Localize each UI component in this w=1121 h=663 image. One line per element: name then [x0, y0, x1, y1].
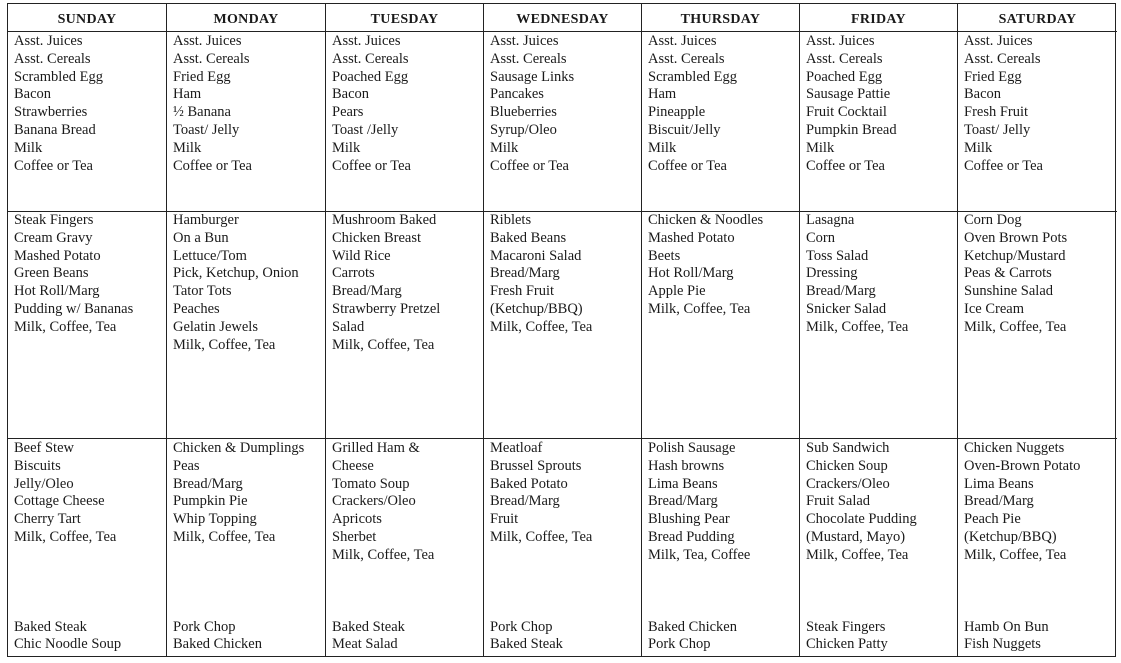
breakfast-item: Fried Egg — [173, 68, 231, 85]
breakfast-item: Milk — [14, 139, 43, 156]
breakfast-item: Pumpkin Bread — [806, 121, 897, 138]
breakfast-item: Syrup/Oleo — [490, 121, 557, 138]
breakfast-item: Milk — [490, 139, 519, 156]
dinner-item: Sub Sandwich — [806, 440, 890, 456]
dinner-item: Bread/Marg — [964, 493, 1034, 510]
breakfast-item: Sausage Links — [490, 68, 575, 85]
day-column-tuesday — [325, 4, 483, 656]
lunch-item: Peaches — [173, 300, 220, 317]
breakfast-item: Milk — [964, 139, 993, 156]
breakfast-item: Ham — [648, 86, 677, 103]
breakfast-cell — [326, 32, 483, 212]
lunch-item: Milk, Coffee, Tea — [332, 336, 435, 353]
lunch-item: Gelatin Jewels — [173, 318, 258, 335]
lunch-cell — [326, 212, 483, 439]
lunch-item: Hot Roll/Marg — [14, 283, 100, 300]
breakfast-item: Bacon — [964, 86, 1002, 103]
breakfast-item: Asst. Juices — [964, 33, 1033, 49]
alternate-item: Pork Chop — [490, 619, 553, 635]
dinner-cell — [8, 439, 166, 658]
day-header: SATURDAY — [958, 4, 1117, 32]
dinner-item: Bread/Marg — [648, 493, 718, 510]
dinner-item: Biscuits — [14, 457, 61, 474]
lunch-item: Milk, Coffee, Tea — [964, 318, 1067, 335]
breakfast-cell — [167, 32, 325, 212]
lunch-item: Hamburger — [173, 212, 239, 228]
lunch-item: On a Bun — [173, 229, 229, 246]
breakfast-item: Milk — [173, 139, 202, 156]
alternate-item: Chicken Patty — [806, 635, 888, 652]
lunch-cell — [484, 212, 641, 439]
dinner-item: Polish Sausage — [648, 440, 736, 456]
lunch-item: Toss Salad — [806, 247, 869, 264]
alternate-item: Chic Noodle Soup — [14, 635, 122, 652]
dinner-item: Chocolate Pudding — [806, 511, 917, 528]
breakfast-item: Asst. Cereals — [648, 50, 725, 67]
day-header: TUESDAY — [326, 4, 483, 32]
lunch-item: Green Beans — [14, 265, 89, 282]
day-column-monday — [166, 4, 325, 656]
breakfast-item: Asst. Juices — [490, 33, 559, 49]
lunch-item: Chicken Breast — [332, 229, 421, 246]
dinner-cell — [800, 439, 957, 658]
breakfast-item: Asst. Juices — [14, 33, 83, 49]
lunch-item: Riblets — [490, 212, 532, 228]
lunch-item: Macaroni Salad — [490, 247, 582, 264]
dinner-item: Chicken Soup — [806, 457, 888, 474]
dinner-item: Chicken Nuggets — [964, 440, 1065, 456]
lunch-cell — [642, 212, 799, 439]
lunch-item: Lettuce/Tom — [173, 247, 247, 264]
breakfast-item: Scrambled Egg — [14, 68, 103, 85]
alternate-item: Pork Chop — [648, 635, 711, 652]
breakfast-item: Asst. Cereals — [964, 50, 1041, 67]
lunch-item: Milk, Coffee, Tea — [14, 318, 117, 335]
breakfast-item: Pears — [332, 104, 364, 121]
dinner-item: Milk, Coffee, Tea — [806, 546, 909, 563]
dinner-item: Milk, Tea, Coffee — [648, 546, 751, 563]
lunch-item: Beets — [648, 247, 681, 264]
alternate-item: Baked Chicken — [648, 619, 737, 635]
day-column-wednesday — [483, 4, 641, 656]
lunch-item: Corn — [806, 229, 835, 246]
lunch-item: Chicken & Noodles — [648, 212, 764, 228]
breakfast-item: Strawberries — [14, 104, 88, 121]
alternate-entrees — [173, 619, 262, 652]
lunch-item: Apple Pie — [648, 283, 706, 300]
lunch-item: Carrots — [332, 265, 375, 282]
lunch-item: Steak Fingers — [14, 212, 94, 228]
lunch-item: Sunshine Salad — [964, 283, 1054, 300]
lunch-item: Ice Cream — [964, 300, 1024, 317]
lunch-item: Mushroom Baked — [332, 212, 437, 228]
dinner-item: Milk, Coffee, Tea — [14, 528, 117, 545]
dinner-item: Cheese — [332, 457, 374, 474]
breakfast-cell — [958, 32, 1117, 212]
lunch-item: Strawberry Pretzel — [332, 300, 441, 317]
breakfast-item: Fruit Cocktail — [806, 104, 887, 121]
breakfast-item: Milk — [648, 139, 677, 156]
breakfast-item: Coffee or Tea — [648, 157, 727, 174]
breakfast-item: Banana Bread — [14, 121, 96, 138]
dinner-item: Fruit — [490, 511, 519, 528]
dinner-item: Apricots — [332, 511, 382, 528]
alternate-item: Pork Chop — [173, 619, 236, 635]
lunch-cell — [8, 212, 166, 439]
dinner-item: Lima Beans — [964, 475, 1034, 492]
lunch-item: Milk, Coffee, Tea — [490, 318, 593, 335]
breakfast-item: Asst. Cereals — [14, 50, 91, 67]
dinner-item: Oven-Brown Potato — [964, 457, 1081, 474]
dinner-cell — [958, 439, 1117, 658]
day-column-thursday — [641, 4, 799, 656]
lunch-item: Bread/Marg — [332, 283, 402, 300]
alternate-item: Hamb On Bun — [964, 619, 1049, 635]
lunch-item: Snicker Salad — [806, 300, 887, 317]
dinner-item: Milk, Coffee, Tea — [490, 528, 593, 545]
breakfast-item: Milk — [806, 139, 835, 156]
dinner-item: Jelly/Oleo — [14, 475, 74, 492]
lunch-cell — [958, 212, 1117, 439]
dinner-item: Bread/Marg — [490, 493, 560, 510]
lunch-item: (Ketchup/BBQ) — [490, 300, 583, 317]
day-header: SUNDAY — [8, 4, 166, 32]
lunch-item: Ketchup/Mustard — [964, 247, 1066, 264]
breakfast-item: Coffee or Tea — [806, 157, 885, 174]
dinner-item: Crackers/Oleo — [332, 493, 416, 510]
lunch-item: Tator Tots — [173, 283, 232, 300]
day-header: THURSDAY — [642, 4, 799, 32]
dinner-item: Milk, Coffee, Tea — [173, 528, 276, 545]
lunch-cell — [800, 212, 957, 439]
breakfast-item: Ham — [173, 86, 202, 103]
breakfast-item: Bacon — [14, 86, 52, 103]
alternate-entrees — [806, 619, 888, 652]
dinner-item: Beef Stew — [14, 440, 74, 456]
lunch-item: Peas & Carrots — [964, 265, 1052, 282]
dinner-cell — [326, 439, 483, 658]
lunch-item: Cream Gravy — [14, 229, 93, 246]
breakfast-item: Poached Egg — [806, 68, 883, 85]
breakfast-item: Coffee or Tea — [173, 157, 252, 174]
breakfast-item: Coffee or Tea — [14, 157, 93, 174]
breakfast-cell — [800, 32, 957, 212]
lunch-item: Bread/Marg — [806, 283, 876, 300]
lunch-item: Mashed Potato — [648, 229, 735, 246]
breakfast-item: Coffee or Tea — [332, 157, 411, 174]
alternate-item: Baked Chicken — [173, 635, 262, 652]
lunch-item: Salad — [332, 318, 365, 335]
breakfast-item: Coffee or Tea — [490, 157, 569, 174]
alternate-item: Steak Fingers — [806, 619, 886, 635]
day-column-saturday — [957, 4, 1117, 656]
alternate-entrees — [14, 619, 121, 652]
breakfast-item: Asst. Juices — [173, 33, 242, 49]
breakfast-cell — [8, 32, 166, 212]
breakfast-item: Coffee or Tea — [964, 157, 1043, 174]
breakfast-item: Fresh Fruit — [964, 104, 1029, 121]
dinner-item: Milk, Coffee, Tea — [964, 546, 1067, 563]
breakfast-item: ½ Banana — [173, 104, 231, 121]
dinner-item: Meatloaf — [490, 440, 543, 456]
dinner-cell — [484, 439, 641, 658]
dinner-item: Hash browns — [648, 457, 725, 474]
dinner-item: Sherbet — [332, 528, 377, 545]
dinner-item: Blushing Pear — [648, 511, 730, 528]
breakfast-item: Asst. Cereals — [490, 50, 567, 67]
dinner-item: Pumpkin Pie — [173, 493, 248, 510]
lunch-item: Mashed Potato — [14, 247, 101, 264]
lunch-item: Milk, Coffee, Tea — [648, 300, 751, 317]
lunch-item: Fresh Fruit — [490, 283, 555, 300]
dinner-item: Baked Potato — [490, 475, 568, 492]
breakfast-item: Asst. Cereals — [332, 50, 409, 67]
lunch-item: Milk, Coffee, Tea — [173, 336, 276, 353]
breakfast-item: Blueberries — [490, 104, 557, 121]
dinner-item: Cherry Tart — [14, 511, 81, 528]
breakfast-cell — [484, 32, 641, 212]
dinner-item: Whip Topping — [173, 511, 257, 528]
lunch-item: Milk, Coffee, Tea — [806, 318, 909, 335]
dinner-item: Lima Beans — [648, 475, 718, 492]
lunch-item: Hot Roll/Marg — [648, 265, 734, 282]
breakfast-item: Pancakes — [490, 86, 544, 103]
breakfast-item: Pineapple — [648, 104, 706, 121]
dinner-item: (Ketchup/BBQ) — [964, 528, 1057, 545]
dinner-item: Peach Pie — [964, 511, 1021, 528]
breakfast-item: Sausage Pattie — [806, 86, 891, 103]
alternate-entrees — [648, 619, 737, 652]
dinner-item: Fruit Salad — [806, 493, 871, 510]
dinner-item: Cottage Cheese — [14, 493, 105, 510]
day-header: WEDNESDAY — [484, 4, 641, 32]
lunch-item: Oven Brown Pots — [964, 229, 1068, 246]
breakfast-item: Milk — [332, 139, 361, 156]
breakfast-item: Asst. Juices — [806, 33, 875, 49]
dinner-item: Tomato Soup — [332, 475, 410, 492]
dinner-item: Brussel Sprouts — [490, 457, 582, 474]
day-header: FRIDAY — [800, 4, 957, 32]
breakfast-item: Poached Egg — [332, 68, 409, 85]
dinner-item: Chicken & Dumplings — [173, 440, 305, 456]
dinner-item: Peas — [173, 457, 200, 474]
breakfast-item: Fried Egg — [964, 68, 1022, 85]
dinner-cell — [642, 439, 799, 658]
breakfast-item: Asst. Juices — [648, 33, 717, 49]
breakfast-item: Asst. Juices — [332, 33, 401, 49]
breakfast-item: Scrambled Egg — [648, 68, 737, 85]
alternate-item: Baked Steak — [332, 619, 405, 635]
lunch-item: Wild Rice — [332, 247, 391, 264]
alternate-item: Fish Nuggets — [964, 635, 1041, 652]
lunch-item: Lasagna — [806, 212, 855, 228]
breakfast-item: Toast/ Jelly — [173, 121, 240, 138]
breakfast-cell — [642, 32, 799, 212]
dinner-cell — [167, 439, 325, 658]
dinner-item: (Mustard, Mayo) — [806, 528, 906, 545]
dinner-item: Crackers/Oleo — [806, 475, 890, 492]
alternate-item: Meat Salad — [332, 635, 398, 652]
day-column-friday — [799, 4, 957, 656]
breakfast-item: Asst. Cereals — [806, 50, 883, 67]
lunch-item: Pick, Ketchup, Onion — [173, 265, 299, 282]
day-header: MONDAY — [167, 4, 325, 32]
alternate-entrees — [964, 619, 1049, 652]
alternate-item: Baked Steak — [14, 619, 87, 635]
breakfast-item: Toast /Jelly — [332, 121, 399, 138]
alternate-entrees — [490, 619, 563, 652]
lunch-item: Pudding w/ Bananas — [14, 300, 134, 317]
breakfast-item: Asst. Cereals — [173, 50, 250, 67]
lunch-item: Baked Beans — [490, 229, 567, 246]
day-column-sunday — [8, 4, 166, 656]
breakfast-item: Biscuit/Jelly — [648, 121, 721, 138]
dinner-item: Grilled Ham & — [332, 440, 420, 456]
dinner-item: Milk, Coffee, Tea — [332, 546, 435, 563]
alternate-entrees — [332, 619, 405, 652]
lunch-item: Corn Dog — [964, 212, 1022, 228]
breakfast-item: Toast/ Jelly — [964, 121, 1031, 138]
dinner-item: Bread/Marg — [173, 475, 243, 492]
alternate-item: Baked Steak — [490, 635, 563, 652]
dinner-item: Bread Pudding — [648, 528, 735, 545]
lunch-cell — [167, 212, 325, 439]
lunch-item: Bread/Marg — [490, 265, 560, 282]
lunch-item: Dressing — [806, 265, 858, 282]
weekly-menu-table — [7, 3, 1116, 657]
breakfast-item: Bacon — [332, 86, 370, 103]
